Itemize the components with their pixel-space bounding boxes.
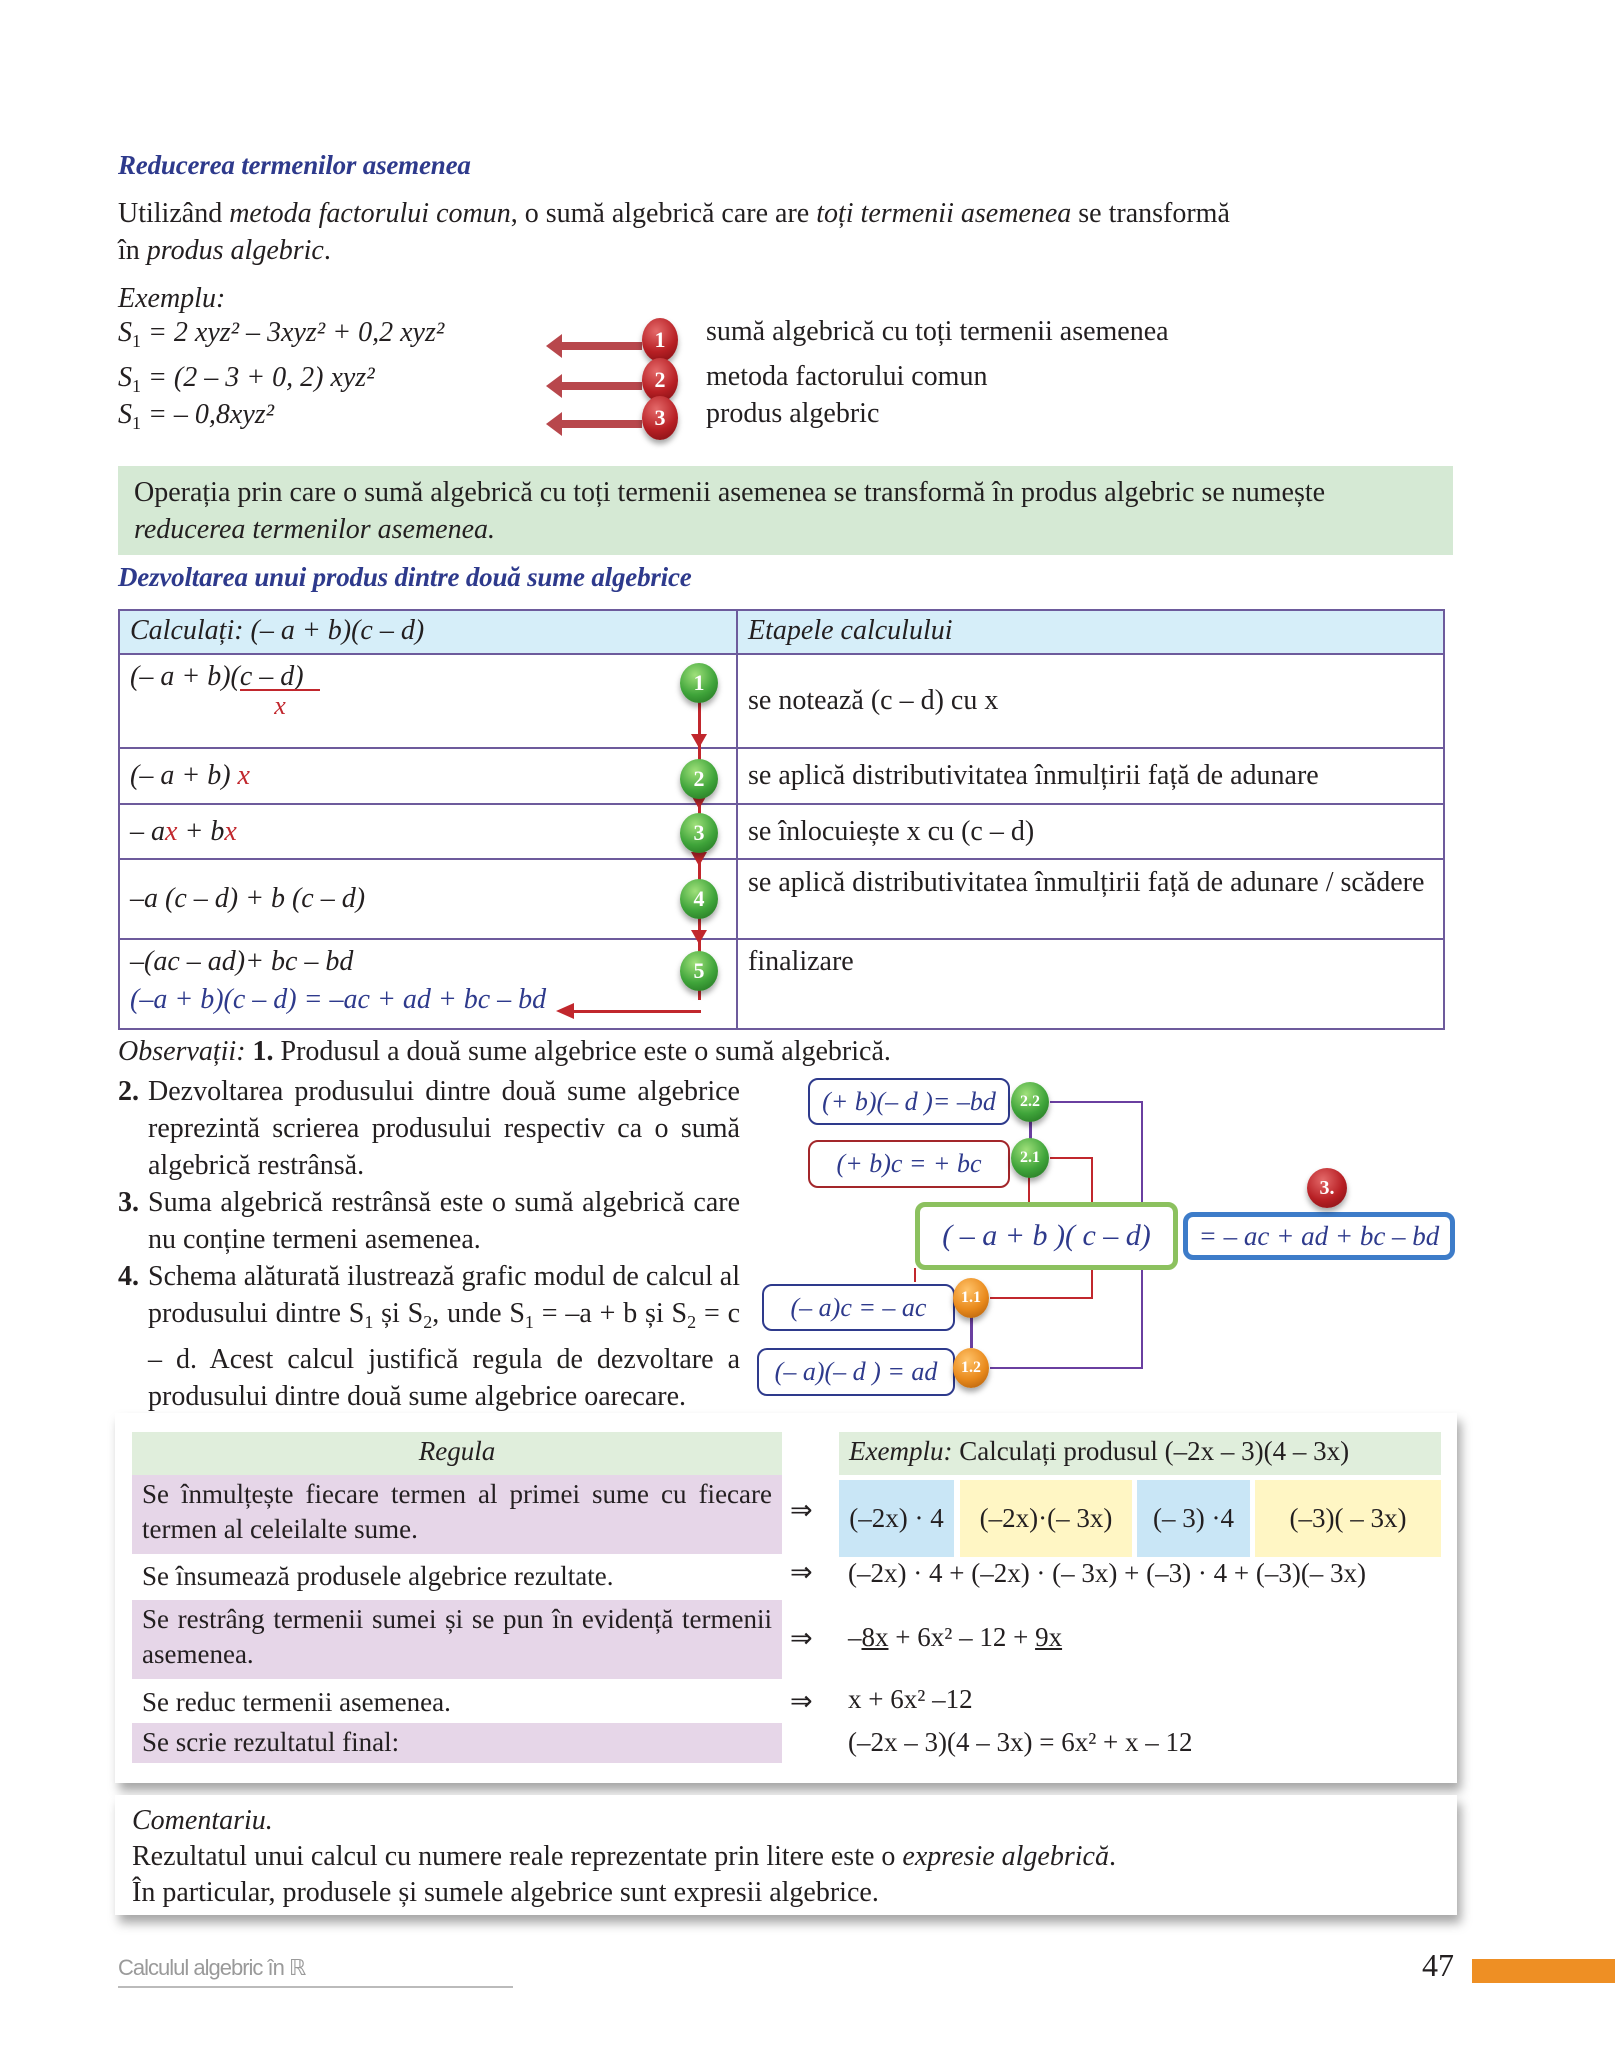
arrow-down-icon [691, 930, 707, 944]
rule-row-4: Se reduc termenii asemenea. [142, 1687, 451, 1717]
diagram-result: = – ac + ad + bc – bd [1183, 1212, 1455, 1260]
table-cell-desc: se aplică distributivitatea înmulțirii față de adunare [737, 748, 1444, 804]
arrow-left-icon [560, 342, 642, 350]
example-step-3: –8x + 6x² – 12 + 9x [848, 1622, 1063, 1652]
arrow-left-icon [560, 382, 642, 390]
intro-paragraph [118, 195, 1458, 269]
table-cell-expr: (– a + b)(c – d) x [119, 654, 737, 748]
intro-text: . [323, 235, 331, 266]
example-line-3: $S_1$ = – 0,8xyz² [118, 399, 275, 433]
comment-title: Comentariu. [132, 1805, 273, 1836]
diagram-center-product: ( – a + b )( c – d) [915, 1202, 1178, 1270]
page-accent-bar [1472, 1959, 1615, 1983]
step-badge-1-2: 1.2 [953, 1348, 989, 1388]
arrow-left-icon [556, 1003, 574, 1019]
step-badge-2: 2 [680, 759, 718, 799]
example-term-cell: (–2x)·(– 3x) [960, 1480, 1132, 1557]
example-term-cell: (–2x) · 4 [839, 1480, 954, 1557]
step-badge-5: 5 [680, 951, 718, 991]
table-cell-expr: –(ac – ad)+ bc – bd (–a + b)(c – d) = –ac + ad + bc – bd [119, 939, 737, 1029]
table-cell-desc: finalizare [737, 939, 1444, 1029]
intro-text: în [118, 235, 147, 266]
rule-row-1: Se înmulțește fiecare termen al primei sume cu fiecare termen al celeilalte sume. [132, 1475, 782, 1554]
step-badge-4: 4 [680, 879, 718, 919]
step-desc-1: sumă algebrică cu toți termenii asemenea [706, 316, 1169, 347]
step-badge-3: 3 [642, 396, 678, 440]
definition-term: reducerea termenilor asemenea. [134, 514, 496, 545]
diagram-node-2-2: (+ b)(– d )= –bd [808, 1078, 1010, 1125]
diagram-node-1-1: (– a)c = – ac [762, 1284, 955, 1331]
table-cell-expr: – ax + bx [119, 804, 737, 859]
table-cell-desc: se înlocuiește x cu (c – d) [737, 804, 1444, 859]
example-step-2: (–2x) · 4 + (–2x) · (– 3x) + (–3) · 4 + (–3)(– 3x) [848, 1558, 1367, 1588]
arrow-left-icon [560, 420, 642, 428]
observation-3: 3. Suma algebrică restrânsă este o sumă algebrică care nu conține termeni asemenea. [118, 1187, 740, 1255]
intro-text: , o sumă algebrică care are [510, 198, 817, 229]
table-cell-expr: –a (c – d) + b (c – d) [119, 859, 737, 939]
implies-icon: ⇒ [790, 1623, 813, 1654]
table-cell-desc: se notează (c – d) cu x [737, 654, 1444, 748]
table-row [119, 804, 1444, 859]
intro-emph: produs algebric [146, 235, 324, 266]
definition-box [118, 466, 1453, 555]
table-row [119, 939, 1444, 1029]
connector-line [970, 1316, 973, 1348]
table-cell-expr: (– a + b) x [119, 748, 737, 804]
step-desc-3: produs algebric [706, 398, 880, 429]
intro-text: Utilizând [118, 198, 230, 229]
implies-icon: ⇒ [790, 1686, 813, 1717]
connector-line [1050, 1101, 1142, 1103]
result-formula: (–a + b)(c – d) = –ac + ad + bc – bd [130, 984, 547, 1015]
connector-line [990, 1297, 1093, 1299]
table-row [119, 654, 1444, 748]
flow-connector [572, 1010, 701, 1013]
rule-row-3: Se restrâng termenii sumei și se pun în evidență termenii asemenea. [132, 1600, 782, 1679]
observation-1: Observații: 1. Produsul a două sume algebrice este o sumă algebrică. [118, 1036, 891, 1067]
rule-row-2: Se însumează produsele algebrice rezultate. [142, 1561, 614, 1591]
implies-icon: ⇒ [790, 1495, 813, 1526]
observation-2: 2. Dezvoltarea produsului dintre două sume algebrice reprezintă scrierea produsului respectiv ca o sumă algebrică restrânsă. [118, 1076, 740, 1181]
observations-list [118, 1073, 740, 1415]
table-row [119, 748, 1444, 804]
implies-icon: ⇒ [790, 1557, 813, 1588]
example-header: Exemplu: Calculați produsul (–2x – 3)(4 – 3x) [839, 1432, 1441, 1475]
section-heading-dezvoltarea: Dezvoltarea unui produs dintre două sume algebrice [118, 562, 692, 592]
step-badge-2-1: 2.1 [1011, 1138, 1049, 1178]
example-line-1: $S_1 = 2$ xyz² – 3xyz² + 0,2 xyz² [118, 317, 445, 351]
step-badge-2: 2 [642, 358, 678, 402]
table-cell-desc: se aplică distributivitatea înmulțirii față de adunare / scădere [737, 859, 1444, 939]
example-term-cell: (–3)( – 3x) [1255, 1480, 1441, 1557]
table-header-etapele: Etapele calculului [737, 610, 1444, 654]
table-header-calculati: Calculați: (– a + b)(c – d) [119, 610, 737, 654]
rule-header: Regula [132, 1432, 782, 1475]
connector-line [990, 1367, 1143, 1369]
comment-line-1: Rezultatul unui calcul cu numere reale reprezentate prin litere este o expresie algebrică. [132, 1841, 1116, 1872]
page-number: 47 [1422, 1947, 1454, 1983]
definition-text: Operația prin care o sumă algebrică cu toți termenii asemenea se transformă în produs algebric se numește [134, 477, 1326, 508]
example-term-cell: (– 3) ·4 [1137, 1480, 1250, 1557]
diagram-node-1-2: (– a)(– d ) = ad [757, 1348, 955, 1396]
example-step-4: x + 6x² –12 [848, 1684, 973, 1714]
chapter-title: Calculul algebric în ℝ [118, 1955, 306, 1980]
connector-line [1050, 1157, 1092, 1159]
step-badge-3: 3. [1307, 1168, 1347, 1208]
arrow-down-icon [691, 852, 707, 866]
steps-table [118, 609, 1445, 1030]
observation-4: 4. Schema alăturată ilustrează grafic modul de calcul al produsului dintre $S_1$ și $S_2$, unde $S_1 = -a + b$ și $S_2 = c - d$. Acest calcul justifică regula de dezvoltare a produsului dintre două sume algebrice oarecare. [118, 1261, 740, 1412]
comment-panel [115, 1795, 1457, 1915]
brace-x-label: x [240, 689, 320, 721]
intro-text: se transformă [1071, 198, 1230, 229]
connector-line [1029, 1120, 1032, 1140]
step-badge-1: 1 [680, 663, 718, 703]
step-badge-1: 1 [642, 318, 678, 362]
example-line-2: $S_1 = (2 - 3 + 0$, 2) xyz² [118, 362, 375, 396]
intro-emph: metoda factorului comun [229, 198, 511, 229]
table-row [119, 859, 1444, 939]
connector-line [1028, 1176, 1030, 1202]
diagram-node-2-1: (+ b)c = + bc [808, 1140, 1010, 1188]
footer-divider [118, 1986, 513, 1988]
section-heading-reducerea: Reducerea termenilor asemenea [118, 150, 471, 180]
example-label: Exemplu: [118, 283, 226, 314]
step-desc-2: metoda factorului comun [706, 361, 988, 392]
step-badge-2-2: 2.2 [1011, 1082, 1049, 1122]
arrow-down-icon [691, 734, 707, 748]
connector-line [914, 1268, 916, 1282]
intro-emph: toți termenii asemenea [816, 198, 1072, 229]
step-badge-3: 3 [680, 813, 718, 853]
comment-line-2: În particular, produsele și sumele algebrice sunt expresii algebrice. [132, 1877, 879, 1908]
example-final-result: (–2x – 3)(4 – 3x) = 6x² + x – 12 [848, 1727, 1193, 1757]
rule-row-5: Se scrie rezultatul final: [132, 1723, 782, 1763]
step-badge-1-1: 1.1 [953, 1278, 989, 1318]
